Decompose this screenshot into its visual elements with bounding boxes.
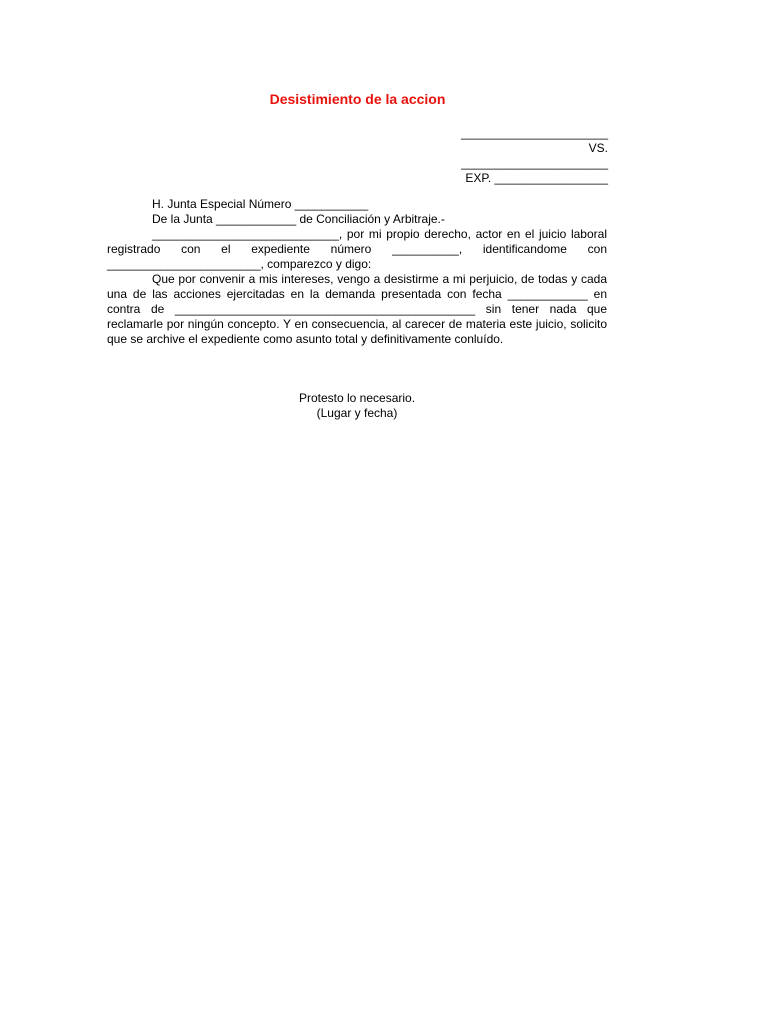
place-date-line: (Lugar y fecha) — [316, 406, 398, 420]
protesto-line: Protesto lo necesario. — [298, 391, 416, 405]
document-body — [107, 197, 607, 347]
defendant-blank-line: ______________________ — [461, 156, 608, 170]
closing-block — [107, 391, 607, 421]
de-la-junta-line: De la Junta ____________ de Conciliación y Arbitraje.- — [152, 212, 445, 226]
versus-label: VS. — [588, 141, 608, 155]
withdrawal-paragraph: Que por convenir a mis intereses, vengo a desistirme a mi perjuicio, de todas y cada una de las acciones ejercitadas en la demanda presentada con fecha ____________ en contra de _____________________________________________ sin tener nada que reclamarle por ningún concepto. Y en consecuencia, al carecer de materia este juicio, solicito que se archive el expediente como asunto total y definitivamente conluído. — [107, 272, 607, 346]
expediente-line: EXP. _________________ — [465, 171, 608, 185]
junta-especial-line: H. Junta Especial Número ___________ — [152, 197, 369, 211]
case-header — [408, 126, 608, 186]
document-title: Desistimiento de la accion — [269, 91, 446, 107]
appearance-paragraph: ____________________________, por mi propio derecho, actor en el juicio laboral registrado con el expediente número __________, identificandome con _______________________, comparezco y digo: — [107, 227, 607, 271]
plaintiff-blank-line: ______________________ — [461, 126, 608, 140]
